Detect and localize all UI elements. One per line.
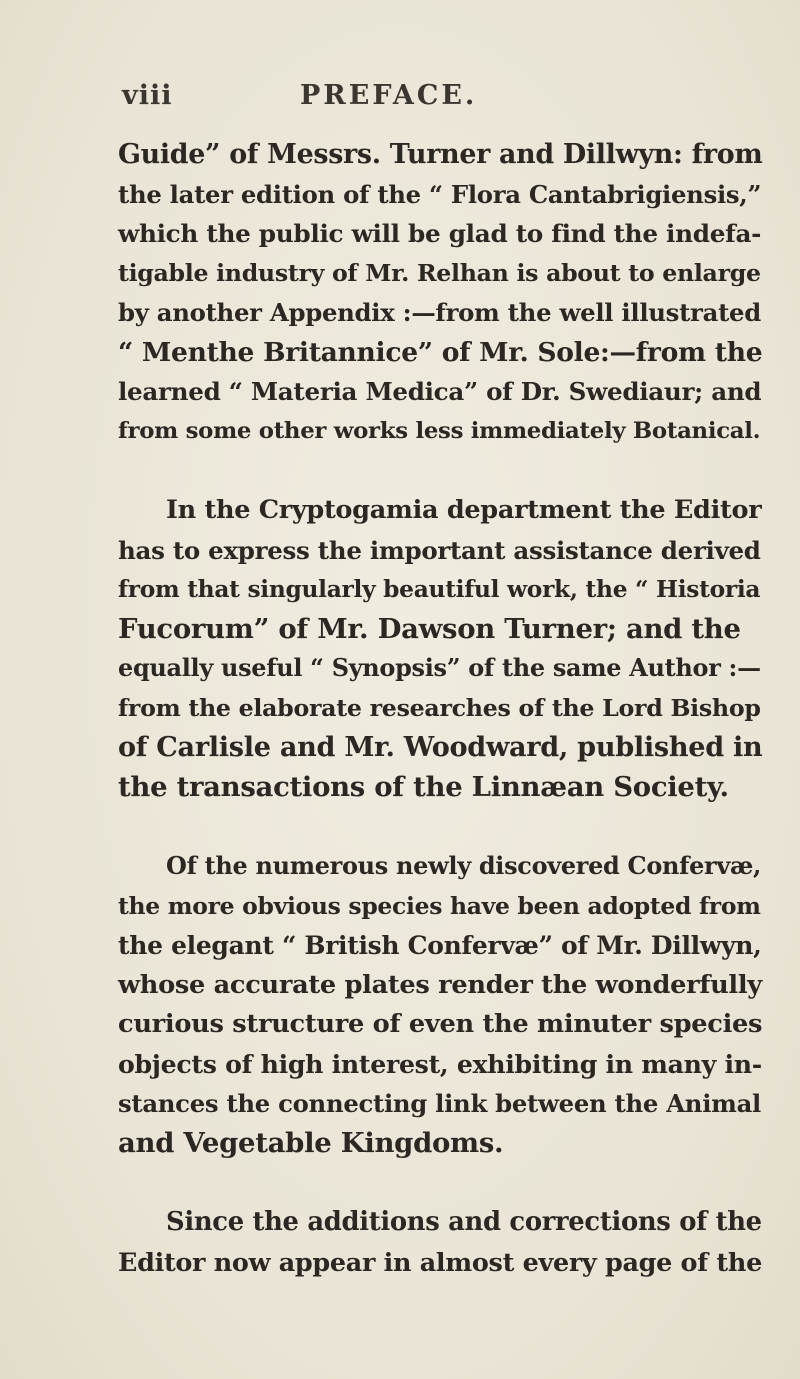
text-line: whose accurate plates render the wonderfully xyxy=(118,969,762,1000)
text-line: learned “ Materia Medica” of Dr. Swediaur; and xyxy=(118,377,762,406)
text-line: from some other works less immediately Botanical. xyxy=(118,417,761,444)
text-line: stances the connecting link between the Animal xyxy=(118,1089,761,1118)
text-line: Of the numerous newly discovered Confervæ, xyxy=(166,852,762,880)
paragraph-4 xyxy=(118,1203,763,1282)
text-line: from the elaborate researches of the Lord Bishop xyxy=(118,693,761,722)
text-line: of Carlisle and Mr. Woodward, published in xyxy=(118,732,763,763)
text-line: Fucorum” of Mr. Dawson Turner; and the xyxy=(118,612,741,645)
paragraph-2 xyxy=(118,491,763,807)
text-line: has to express the important assistance derived xyxy=(118,535,761,565)
text-line: Editor now appear in almost every page of the xyxy=(118,1246,762,1277)
text-line: from that singularly beautiful work, the “ Historia xyxy=(118,575,761,603)
body-text xyxy=(118,135,763,1282)
text-line: by another Appendix :—from the well illustrated xyxy=(118,298,761,327)
text-line: curious structure of even the minuter species xyxy=(118,1009,763,1039)
text-line: the elegant “ British Confervæ” of Mr. Dillwyn, xyxy=(118,931,762,960)
text-line: and Vegetable Kingdoms. xyxy=(118,1126,504,1159)
paragraph-1 xyxy=(118,135,763,451)
running-head: PREFACE. xyxy=(300,80,478,111)
paragraph-3 xyxy=(118,847,763,1163)
text-line: equally useful “ Synopsis” of the same Author :— xyxy=(118,654,761,682)
text-line: the transactions of the Linnæan Society. xyxy=(118,770,729,803)
text-line: the more obvious species have been adopted from xyxy=(118,891,761,920)
text-line: In the Cryptogamia department the Editor xyxy=(166,495,762,525)
text-line: objects of high interest, exhibiting in many in- xyxy=(118,1048,762,1079)
text-line: which the public will be glad to find the indefa- xyxy=(118,219,762,248)
text-line: “ Menthe Britannice” of Mr. Sole:—from the xyxy=(118,336,763,368)
text-line: Since the additions and corrections of the xyxy=(166,1207,762,1237)
page-header xyxy=(0,80,800,116)
text-line: tigable industry of Mr. Relhan is about to enlarge xyxy=(118,258,761,287)
text-line: Guide” of Messrs. Turner and Dillwyn: from xyxy=(118,139,763,170)
text-line: the later edition of the “ Flora Cantabrigiensis,” xyxy=(118,179,762,209)
page-number: viii xyxy=(122,80,173,111)
